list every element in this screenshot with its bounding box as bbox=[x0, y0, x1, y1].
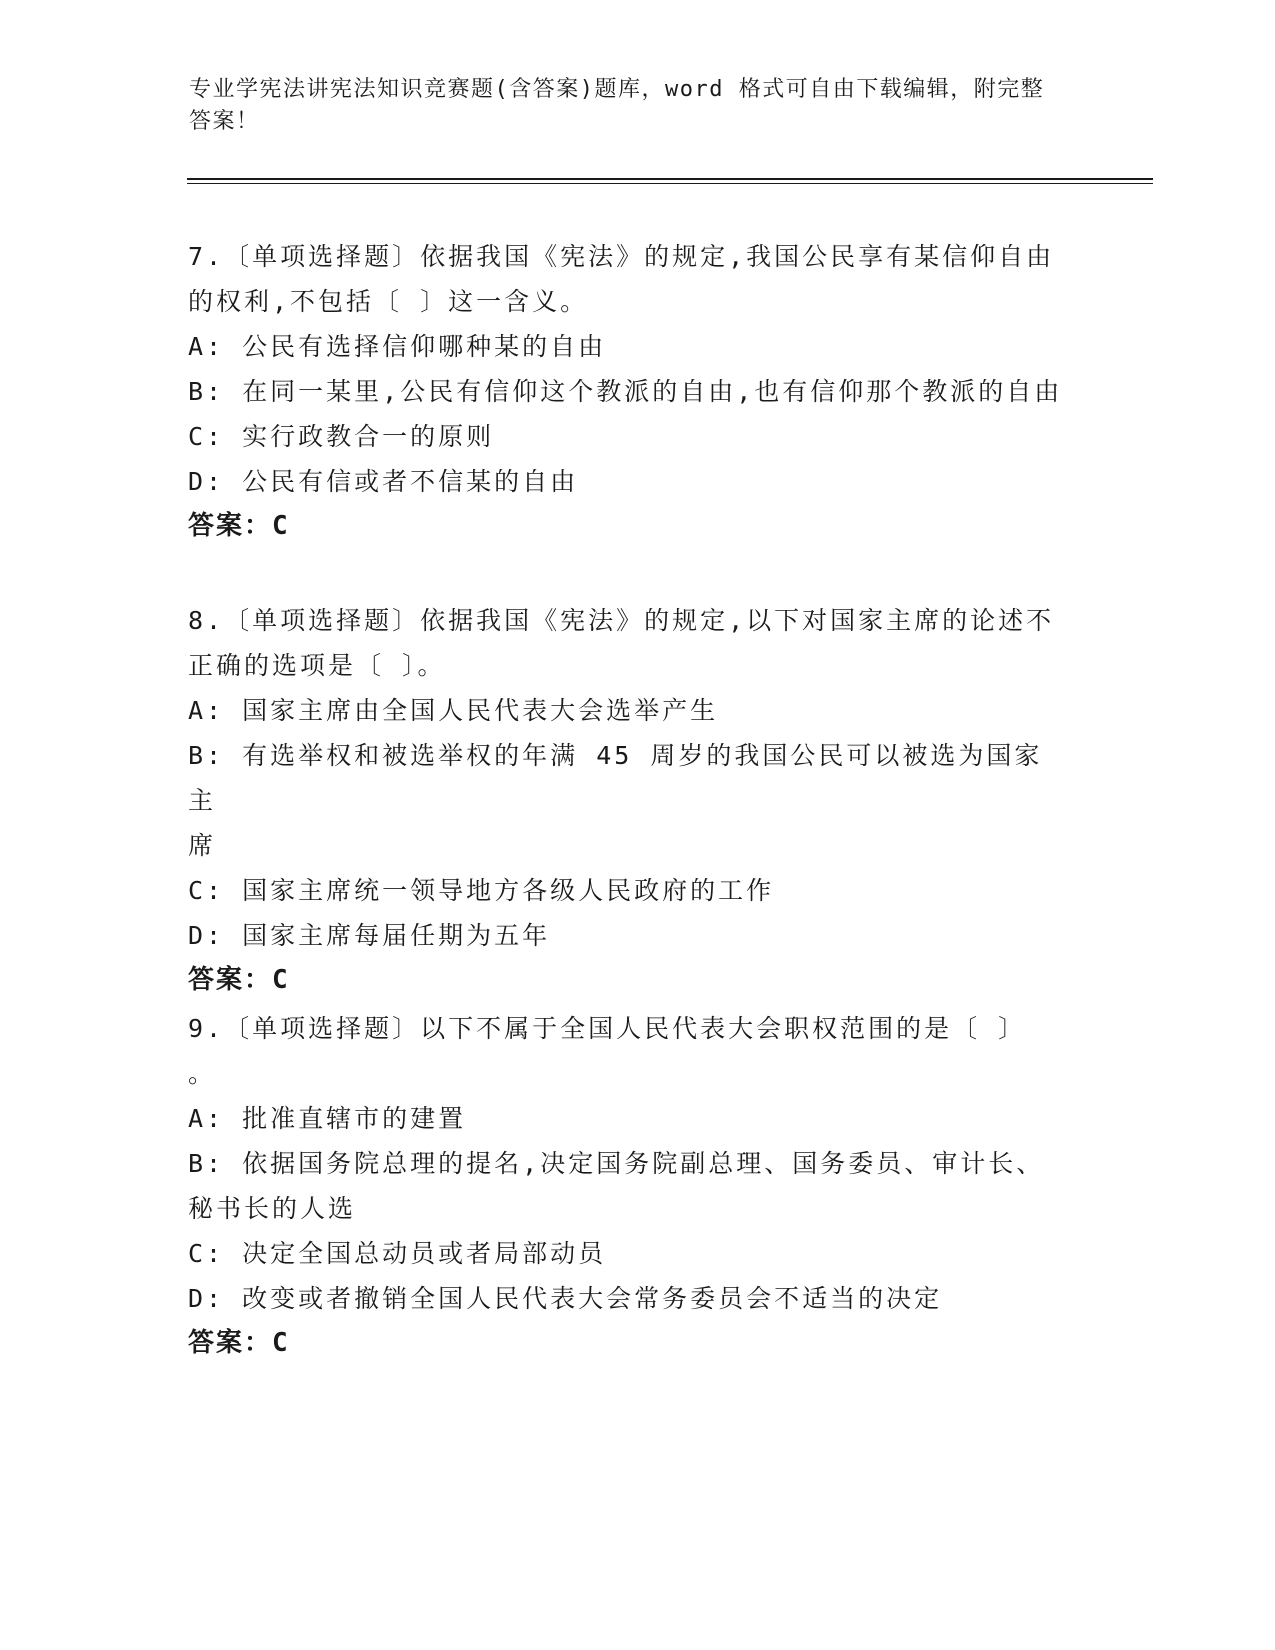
document-header bbox=[189, 74, 1089, 138]
option-d: D: 改变或者撤销全国人民代表大会常务委员会不适当的决定 bbox=[188, 1284, 943, 1313]
question-9 bbox=[188, 1006, 1068, 1366]
header-divider-thin bbox=[187, 183, 1153, 184]
option-c: C: 决定全国总动员或者局部动员 bbox=[188, 1239, 607, 1268]
header-line-2: 答案！ bbox=[189, 109, 260, 134]
option-b: B: 依据国务院总理的提名,决定国务院副总理、国务委员、审计长、 bbox=[188, 1149, 1045, 1178]
option-d: D: 公民有信或者不信某的自由 bbox=[188, 467, 579, 496]
option-b-continued: 秘书长的人选 bbox=[188, 1194, 357, 1223]
answer: 答案：C bbox=[188, 965, 290, 995]
question-7 bbox=[188, 234, 1068, 549]
question-stem-line-1: 7.〔单项选择题〕依据我国《宪法》的规定,我国公民享有某信仰自由 bbox=[188, 242, 1055, 271]
header-line-1: 专业学宪法讲宪法知识竞赛题(含答案)题库，word 格式可自由下载编辑，附完整 bbox=[189, 77, 1045, 102]
question-stem-line-2: 正确的选项是〔 〕。 bbox=[188, 651, 446, 680]
header-divider-thick bbox=[187, 178, 1153, 180]
answer: 答案：C bbox=[188, 511, 290, 541]
option-a: A: 国家主席由全国人民代表大会选举产生 bbox=[188, 696, 719, 725]
option-a: A: 公民有选择信仰哪种某的自由 bbox=[188, 332, 607, 361]
option-b-continued: 席 bbox=[188, 831, 217, 860]
option-a: A: 批准直辖市的建置 bbox=[188, 1104, 467, 1133]
option-b: B: 在同一某里,公民有信仰这个教派的自由,也有信仰那个教派的自由 bbox=[188, 377, 1063, 406]
option-c: C: 实行政教合一的原则 bbox=[188, 422, 495, 451]
question-stem-line-1: 8.〔单项选择题〕依据我国《宪法》的规定,以下对国家主席的论述不 bbox=[188, 606, 1055, 635]
question-stem-line-2: 。 bbox=[188, 1059, 217, 1088]
question-stem-line-2: 的权利,不包括〔 〕这一含义。 bbox=[188, 287, 589, 316]
answer: 答案：C bbox=[188, 1328, 290, 1358]
option-b: B: 有选举权和被选举权的年满 45 周岁的我国公民可以被选为国家主 bbox=[188, 741, 1043, 815]
option-c: C: 国家主席统一领导地方各级人民政府的工作 bbox=[188, 876, 775, 905]
question-stem-line-1: 9.〔单项选择题〕以下不属于全国人民代表大会职权范围的是〔 〕 bbox=[188, 1014, 1027, 1043]
option-d: D: 国家主席每届任期为五年 bbox=[188, 921, 551, 950]
question-8 bbox=[188, 598, 1068, 1003]
